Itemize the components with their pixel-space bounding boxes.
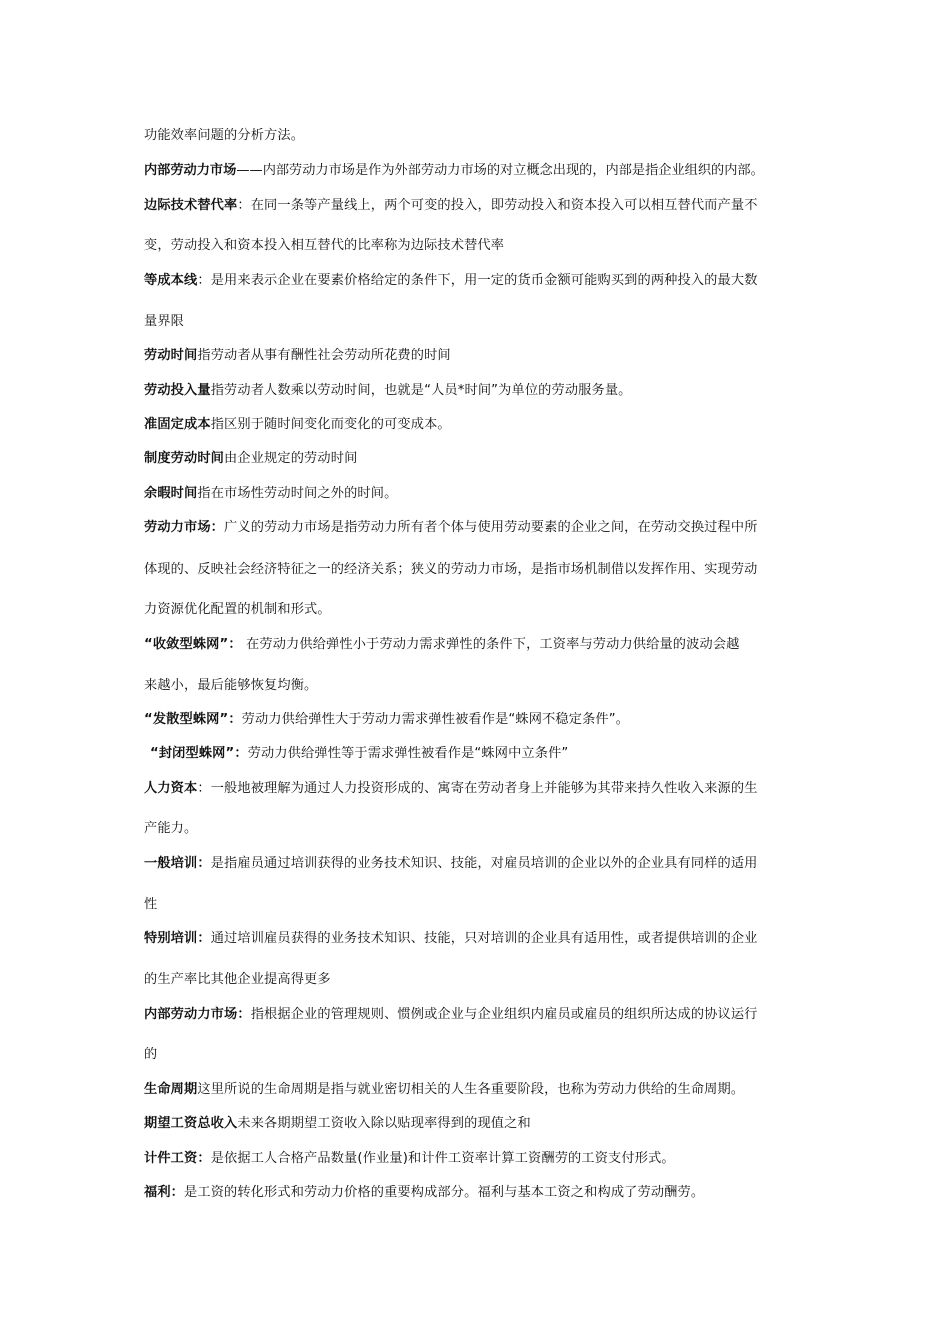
term: 特别培训： — [144, 931, 211, 946]
text-line — [144, 313, 184, 331]
text-line — [144, 1006, 758, 1024]
definition: 性 — [144, 897, 158, 912]
definition: 指根据企业的管理规则、惯例或企业与企业组织内雇员或雇员的组织所达成的协议运行 — [250, 1007, 758, 1022]
text-line — [144, 971, 331, 989]
term: 余暇时间 — [144, 486, 198, 501]
definition: 功能效率问题的分析方法。 — [144, 128, 305, 143]
text-line — [144, 780, 758, 798]
definition: 是依据工人合格产品数量(作业量)和计件工资率计算工资酬劳的工资支付形式。 — [210, 1151, 675, 1166]
definition: 通过培训雇员获得的业务技术知识、技能，只对培训的企业具有适用性，或者提供培训的企业 — [210, 931, 758, 946]
definition: 量界限 — [144, 314, 185, 329]
text-line — [144, 601, 331, 619]
term: “发散型蛛网”： — [144, 712, 242, 727]
definition: 是指雇员通过培训获得的业务技术知识、技能，对雇员培训的企业以外的企业具有同样的适用 — [210, 856, 758, 871]
text-line — [144, 197, 758, 215]
term: 内部劳动力市场 — [144, 163, 237, 178]
text-line — [144, 272, 758, 290]
term: 人力资本 — [144, 781, 198, 796]
text-line — [144, 382, 632, 400]
text-line — [144, 561, 758, 579]
term: 福利： — [144, 1185, 185, 1200]
term: 内部劳动力市场： — [144, 1007, 251, 1022]
term: 期望工资总收入 — [144, 1116, 238, 1131]
text-line — [144, 1150, 675, 1168]
text-line — [144, 519, 758, 537]
definition: 指劳动者人数乘以劳动时间，也就是“人员*时间”为单位的劳动服务量。 — [210, 383, 632, 398]
definition: 劳动力供给弹性大于劳动力需求弹性被看作是“蛛网不稳定条件”。 — [241, 712, 630, 727]
text-line — [144, 636, 740, 654]
text-line — [144, 450, 357, 468]
definition: 广义的劳动力市场是指劳动力所有者个体与使用劳动要素的企业之间，在劳动交换过程中所 — [224, 520, 758, 535]
definition: 未来各期期望工资收入除以贴现率得到的现值之和 — [237, 1116, 531, 1131]
definition: 的 — [144, 1047, 158, 1062]
term: “收敛型蛛网”： — [144, 637, 242, 652]
definition: ——内部劳动力市场是作为外部劳动力市场的对立概念出现的，内部是指企业组织的内部。 — [236, 163, 764, 178]
text-line — [144, 162, 764, 180]
term: 边际技术替代率 — [144, 198, 238, 213]
definition: 的生产率比其他企业提高得更多 — [144, 972, 331, 987]
definition: 指在市场性劳动时间之外的时间。 — [197, 486, 398, 501]
term: 劳动投入量 — [144, 383, 211, 398]
definition: 指区别于随时间变化而变化的可变成本。 — [210, 417, 451, 432]
definition: ：是用来表示企业在要素价格给定的条件下，用一定的货币金额可能购买到的两种投入的最大数 — [197, 273, 758, 288]
definition: 力资源优化配置的机制和形式。 — [144, 602, 331, 617]
text-line — [144, 416, 451, 434]
text-line — [144, 930, 758, 948]
text-line — [144, 1046, 157, 1064]
term: 等成本线 — [144, 273, 198, 288]
text-line — [144, 127, 304, 145]
definition: 来越小，最后能够恢复均衡。 — [144, 678, 318, 693]
definition: 这里所说的生命周期是指与就业密切相关的人生各重要阶段，也称为劳动力供给的生命周期。 — [197, 1082, 745, 1097]
definition: 指劳动者从事有酬性社会劳动所花费的时间 — [197, 348, 451, 363]
term: “封闭型蛛网”： — [150, 746, 248, 761]
text-line — [144, 820, 197, 838]
term: 准固定成本 — [144, 417, 211, 432]
term: 生命周期 — [144, 1082, 198, 1097]
text-line — [144, 485, 397, 503]
term: 劳动力市场： — [144, 520, 225, 535]
term: 劳动时间 — [144, 348, 198, 363]
definition: 劳动力供给弹性等于需求弹性被看作是“蛛网中立条件” — [247, 746, 569, 761]
definition: 变，劳动投入和资本投入相互替代的比率称为边际技术替代率 — [144, 238, 505, 253]
text-line — [144, 237, 504, 255]
definition: ：在同一条等产量线上，两个可变的投入，即劳动投入和资本投入可以相互替代而产量不 — [237, 198, 758, 213]
definition: 由企业规定的劳动时间 — [224, 451, 358, 466]
text-line — [144, 1081, 744, 1099]
text-line — [144, 855, 758, 873]
definition: 体现的、反映社会经济特征之一的经济关系；狭义的劳动力市场，是指市场机制借以发挥作用、实现劳动 — [144, 562, 758, 577]
term: 制度劳动时间 — [144, 451, 225, 466]
term: 计件工资： — [144, 1151, 211, 1166]
definition: 产能力。 — [144, 821, 198, 836]
definition: 是工资的转化形式和劳动力价格的重要构成部分。福利与基本工资之和构成了劳动酬劳。 — [184, 1185, 705, 1200]
text-line — [144, 896, 157, 914]
text-line — [144, 347, 451, 365]
text-line — [144, 711, 629, 729]
term: 一般培训： — [144, 856, 211, 871]
text-line — [150, 745, 568, 763]
definition: ：一般地被理解为通过人力投资形成的、寓寄在劳动者身上并能够为其带来持久性收入来源的生 — [197, 781, 758, 796]
text-line — [144, 1115, 531, 1133]
text-line — [144, 677, 317, 695]
text-line — [144, 1184, 704, 1202]
definition: 在劳动力供给弹性小于劳动力需求弹性的条件下，工资率与劳动力供给量的波动会越 — [241, 637, 740, 652]
